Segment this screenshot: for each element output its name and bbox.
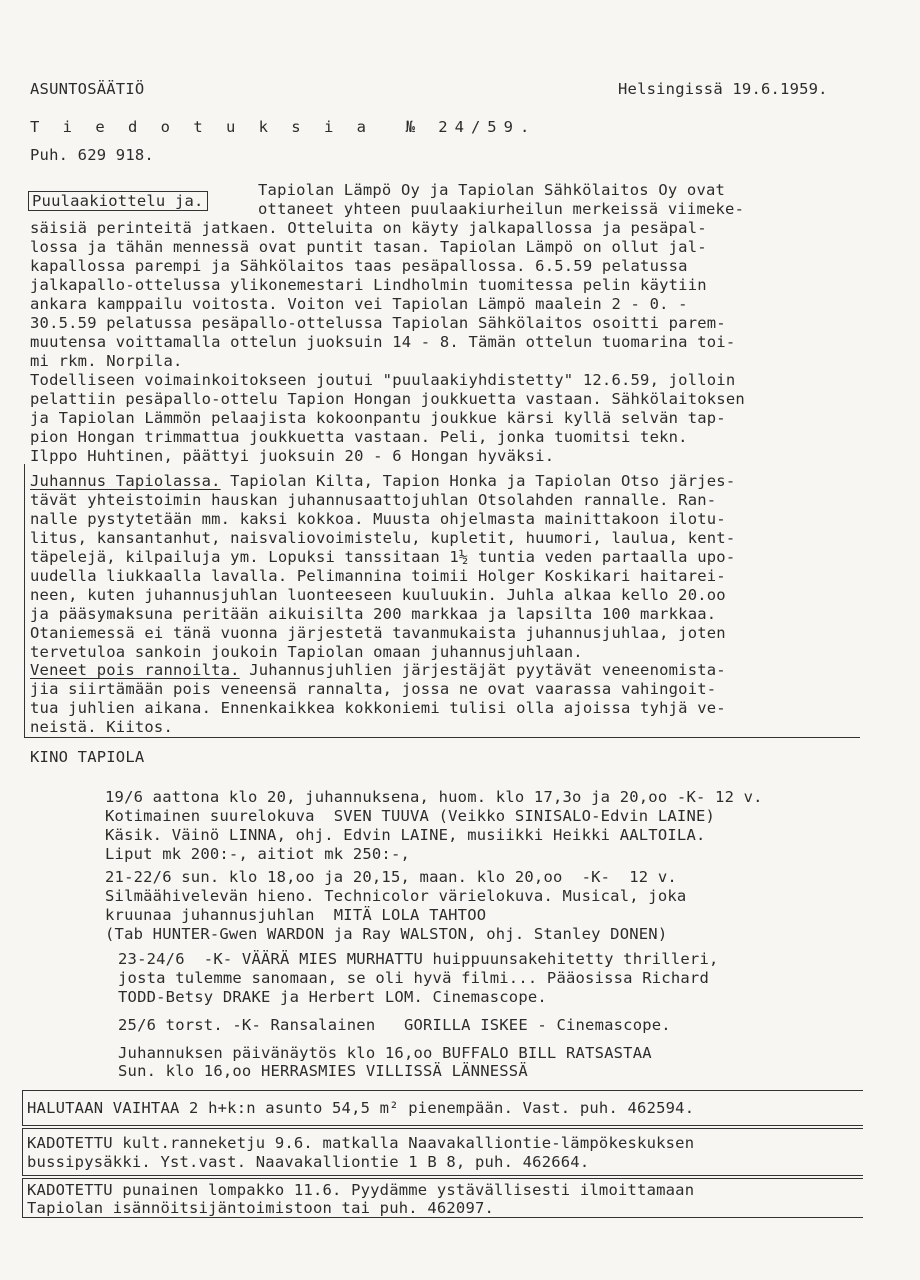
kino-line: 19/6 aattona klo 20, juhannuksena, huom. klo 17,3o ja 20,oo -K- 12 v. [105,788,763,806]
juhannus-line: uudella liukkaalla lavalla. Pelimannina toimii Holger Koskikari haitarei- [30,567,726,585]
kino-line: Silmäähivelevän hieno. Technicolor värielokuva. Musical, joka [105,887,687,905]
puulaaki-line: ankara kamppailu voitosta. Voiton vei Tapiolan Lämpö maalein 2 - 0. - [30,295,688,313]
puulaaki-line: Ilppo Huhtinen, päättyi juoksuin 20 - 6 Hongan hyväksi. [30,447,555,465]
kino-line: TODD-Betsy DRAKE ja Herbert LOM. Cinemascope. [118,988,547,1006]
ad-line: Tapiolan isännöitsijäntoimistoon tai puh. 462097. [27,1199,495,1217]
juhannus-line: litus, kansantanhut, naisvaliovoimistelu, kupletit, huumori, laulua, kent- [30,529,736,547]
kino-line: 25/6 torst. -K- Ransalainen GORILLA ISKEE - Cinemascope. [118,1016,671,1034]
juhannus-first-line [30,472,735,490]
ad-line: bussipysäkki. Yst.vast. Naavakalliontie 1 B 8, puh. 462664. [27,1153,590,1171]
puulaaki-line: mi rkm. Norpila. [30,352,183,370]
veneet-first-line-rest: Juhannusjuhlien järjestäjät pyytävät veneenomista- [239,661,726,679]
classified-ad [22,1178,863,1218]
puulaaki-line: 30.5.59 pelatussa pesäpallo-ottelussa Tapiolan Sähkölaitos osoitti parem- [30,314,726,332]
classified-ad [22,1128,863,1176]
puulaaki-line: ja Tapiolan Lämmön pelaajista kokoonpantu joukkue kärsi kyllä selvän tap- [30,409,726,427]
org-name: ASUNTOSÄÄTIÖ [30,80,145,98]
veneet-first-line [30,661,726,679]
puulaaki-heading: Puulaakiottelu ja. [28,191,208,211]
kino-line: Sun. klo 16,oo HERRASMIES VILLISSÄ LÄNNESSÄ [118,1062,528,1080]
kino-line: Liput mk 200:-, aitiot mk 250:-, [105,845,411,863]
puulaaki-line: muutensa voittamalla ottelun juoksuin 14 - 8. Tämän ottelun tuomarina toi- [30,333,736,351]
left-margin-rule [24,464,25,737]
bulletin-title: T i e d o t u k s i a № 24/59. [30,118,537,136]
kino-heading: KINO TAPIOLA [30,748,145,766]
kino-line: Kotimainen suurelokuva SVEN TUUVA (Veikko SINISALO-Edvin LAINE) [105,807,716,825]
kino-line: josta tulemme sanomaan, se oli hyvä filmi... Pääosissa Richard [118,969,709,987]
veneet-line: jia siirtämään pois veneensä rannalta, jossa ne ovat vaarassa vahingoit- [30,680,717,698]
place-date: Helsingissä 19.6.1959. [618,80,828,98]
juhannus-line: Otaniemessä ei tänä vuonna järjestetä tavanmukaista juhannusjuhlaa, joten [30,624,726,642]
kino-line: (Tab HUNTER-Gwen WARDON ja Ray WALSTON, ohj. Stanley DONEN) [105,925,668,943]
puulaaki-line: Tapiolan Lämpö Oy ja Tapiolan Sähkölaitos Oy ovat [258,181,726,199]
veneet-heading: Veneet pois rannoilta. [30,661,240,679]
classified-ad [22,1090,863,1126]
kino-line: 21-22/6 sun. klo 18,oo ja 20,15, maan. klo 20,oo -K- 12 v. [105,868,677,886]
phone-number: Puh. 629 918. [30,146,154,164]
ad-line: KADOTETTU kult.ranneketju 9.6. matkalla Naavakalliontie-lämpökeskuksen [27,1134,695,1152]
puulaaki-line: pelattiin pesäpallo-ottelu Tapion Hongan joukkuetta vastaan. Sähkölaitoksen [30,390,745,408]
kino-line: kruunaa juhannusjuhlan MITÄ LOLA TAHTOO [105,906,487,924]
ad-line: HALUTAAN VAIHTAA 2 h+k:n asunto 54,5 m² pienempään. Vast. puh. 462594. [27,1099,695,1117]
juhannus-line: ja pääsymaksuna peritään aikuisilta 200 markkaa ja lapsilta 100 markkaa. [30,605,717,623]
juhannus-line: tervetuloa sankoin joukoin Tapiolan omaan juhannusjuhlaan. [30,643,583,661]
juhannus-line: tävät yhteistoimin hauskan juhannusaattojuhlan Otsolahden rannalle. Ran- [30,491,717,509]
puulaaki-line: Todelliseen voimainkoitokseen joutui "puulaakiyhdistetty" 12.6.59, jolloin [30,371,736,389]
ad-line: KADOTETTU punainen lompakko 11.6. Pyydämme ystävällisesti ilmoittamaan [27,1181,695,1199]
puulaaki-line: jalkapallo-ottelussa ylikonemestari Lindholmin tuomitessa pelin käytiin [30,276,707,294]
juhannus-line: täpelejä, kilpailuja ym. Lopuksi tanssitaan 1½ tuntia veden partaalla upo- [30,548,736,566]
puulaaki-line: ottaneet yhteen puulaakiurheilun merkeissä viimeke- [258,200,745,218]
juhannus-heading: Juhannus Tapiolassa. [30,472,221,490]
juhannus-line: neen, kuten juhannusjuhlan luonteeseen kuuluukin. Juhla alkaa kello 20.oo [30,586,726,604]
puulaaki-line: lossa ja tähän mennessä ovat puntit tasan. Tapiolan Lämpö on ollut jal- [30,238,707,256]
section-divider [24,737,860,738]
kino-line: 23-24/6 -K- VÄÄRÄ MIES MURHATTU huippuunsakehitetty thrilleri, [118,950,719,968]
puulaaki-line: pion Hongan trimmattua joukkuetta vastaan. Peli, jonka tuomitsi tekn. [30,428,688,446]
veneet-line: neistä. Kiitos. [30,718,173,736]
kino-line: Käsik. Väinö LINNA, ohj. Edvin LAINE, musiikki Heikki AALTOILA. [105,826,706,844]
kino-line: Juhannuksen päivänäytös klo 16,oo BUFFALO BILL RATSASTAA [118,1044,652,1062]
juhannus-first-line-rest: Tapiolan Kilta, Tapion Honka ja Tapiolan Otso järjes- [220,472,736,490]
juhannus-line: nalle pystytetään mm. kaksi kokkoa. Muusta ohjelmasta mainittakoon ilotu- [30,510,726,528]
puulaaki-line: säisiä perinteitä jatkaen. Otteluita on käyty jalkapallossa ja pesäpal- [30,219,707,237]
veneet-line: tua juhlien aikana. Ennenkaikkea kokkoniemi tulisi olla ajoissa tyhjä ve- [30,699,726,717]
puulaaki-line: kapallossa parempi ja Sähkölaitos taas pesäpallossa. 6.5.59 pelatussa [30,257,688,275]
